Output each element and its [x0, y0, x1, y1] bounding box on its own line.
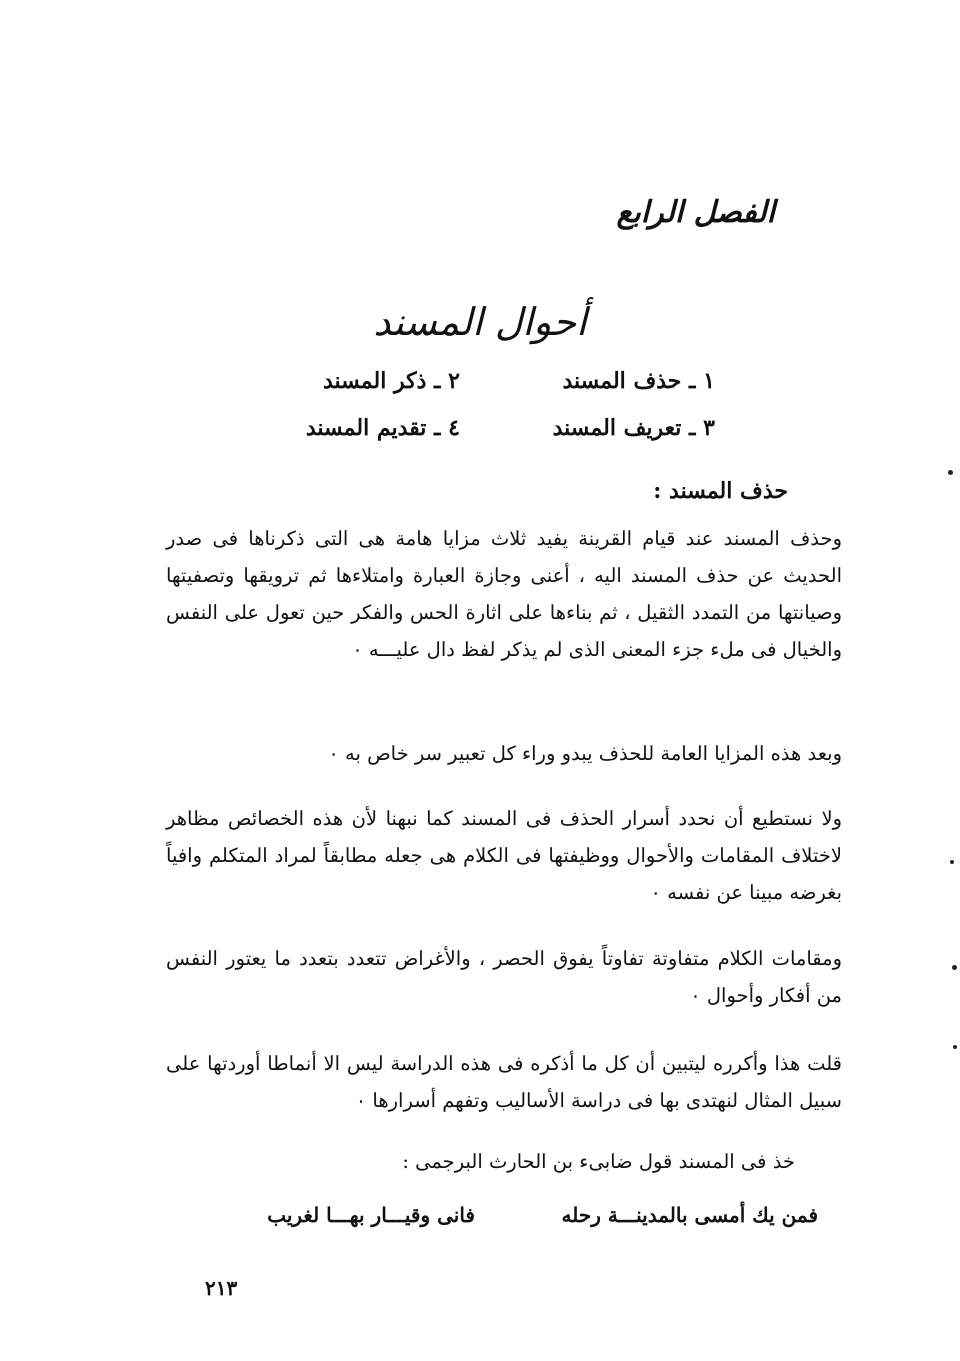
- page-number: ٢١٣: [205, 1276, 238, 1300]
- verse-first-hemistich: فمن يك أمسى بالمدينـــة رحله: [561, 1203, 818, 1227]
- scan-speck: [948, 470, 953, 475]
- scan-speck: [950, 860, 954, 864]
- paragraph-2: [166, 735, 842, 772]
- scan-speck: [952, 965, 957, 970]
- paragraph-3: [166, 800, 842, 911]
- paragraph-text: قلت هذا وأكرره ليتبين أن كل ما أذكره فى هذه الدراسة ليس الا أنماطا أوردتها على سبيل المثال لنهتدى بها فى دراسة الأساليب وتفهم أسرارها ٠: [166, 1052, 842, 1112]
- chapter-title: الفصل الرابع: [616, 195, 775, 230]
- section-heading: حذف المسند :: [653, 478, 788, 504]
- verse-second-hemistich: فانى وقيـــار بهـــا لغريب: [267, 1203, 475, 1227]
- main-title: أحوال المسند: [373, 300, 587, 344]
- verse-intro: خذ فى المسند قول ضابىء بن الحارث البرجمى :: [402, 1150, 795, 1173]
- paragraph-5: [166, 1045, 842, 1119]
- paragraph-text: ولا نستطيع أن نحدد أسرار الحذف فى المسند كما نبهنا لأن هذه الخصائص مظاهر لاختلاف المقامات والأحوال ووظيفتها فى الكلام هى جعله مطابقاً لمراد المتكلم وافياً بغرضه مبينا عن نفسه ٠: [166, 807, 842, 904]
- paragraph-text: وبعد هذه المزايا العامة للحذف يبدو وراء كل تعبير سر خاص به ٠: [328, 742, 842, 765]
- toc-item-1: ١ ـ حذف المسند: [562, 368, 715, 394]
- toc-item-2: ٢ ـ ذكر المسند: [322, 368, 460, 394]
- paragraph-4: [166, 940, 842, 1014]
- paragraph-1: [166, 520, 842, 668]
- toc-item-4: ٤ ـ تقديم المسند: [305, 415, 460, 441]
- paragraph-text: وحذف المسند عند قيام القرينة يفيد ثلاث مزايا هامة هى التى ذكرناها فى صدر الحديث عن حذف المسند اليه ، أعنى وجازة العبارة وامتلاءها ثم ترويقها وتصفيتها وصيانتها من التمدد الثقيل ، ثم بناءها على اثارة الحس والفكر حين تعول على النفس والخيال فى ملء جزء المعنى الذى لم يذكر لفظ دال عليـــه ٠: [166, 527, 842, 661]
- paragraph-text: ومقامات الكلام متفاوتة تفاوتاً يفوق الحصر ، والأغراض تتعدد بتعدد ما يعتور النفس من أفكار وأحوال ٠: [166, 947, 842, 1007]
- scan-speck: [953, 1045, 957, 1049]
- toc-item-3: ٣ ـ تعريف المسند: [552, 415, 715, 441]
